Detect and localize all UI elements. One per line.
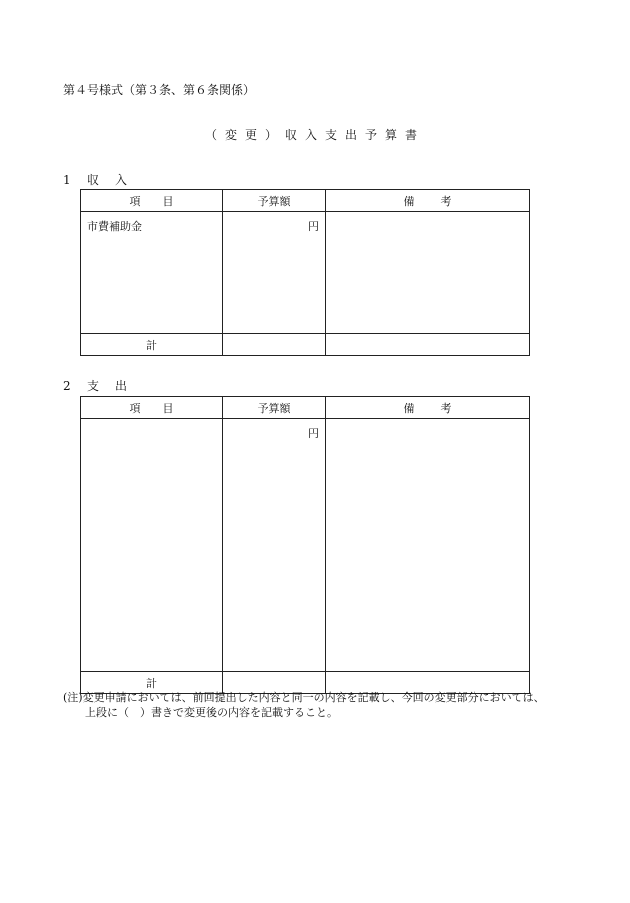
income-section-number: 1 [63, 173, 73, 187]
footnote-line-2: 上段に（ ）書きで変更後の内容を記載すること。 [85, 706, 338, 719]
income-total-note [326, 334, 530, 356]
income-total-label: 計 [81, 334, 223, 356]
expense-total-label: 計 [81, 672, 223, 694]
expense-section-heading [63, 377, 129, 394]
income-header-note: 備考 [326, 190, 530, 212]
expense-header-note: 備考 [326, 397, 530, 419]
income-header-amount: 予算額 [223, 190, 326, 212]
footnote [63, 690, 545, 720]
expense-section-label: 支 出 [87, 379, 130, 393]
income-total-amount [223, 334, 326, 356]
income-row-note [326, 212, 530, 334]
income-row [81, 212, 530, 334]
expense-header-row [81, 397, 530, 419]
expense-row [81, 419, 530, 672]
income-row-item: 市費補助金 [81, 212, 223, 334]
income-section-heading [63, 171, 129, 188]
income-header-row [81, 190, 530, 212]
income-section-label: 収 入 [87, 173, 130, 187]
expense-header-item: 項目 [81, 397, 223, 419]
expense-row-note [326, 419, 530, 672]
expense-row-item [81, 419, 223, 672]
expense-table [80, 396, 530, 694]
income-row-amount: 円 [223, 212, 326, 334]
income-header-item: 項目 [81, 190, 223, 212]
expense-row-amount: 円 [223, 419, 326, 672]
income-total-row [81, 334, 530, 356]
form-number: 第４号様式（第３条、第６条関係） [63, 83, 256, 97]
expense-section-number: 2 [63, 379, 73, 393]
income-table [80, 189, 530, 356]
document-title: （変更）収入支出予算書 [204, 128, 425, 142]
expense-header-amount: 予算額 [223, 397, 326, 419]
footnote-line-1: (注)変更申請においては、前回提出した内容と同一の内容を記載し、今回の変更部分においては、 [63, 691, 545, 704]
